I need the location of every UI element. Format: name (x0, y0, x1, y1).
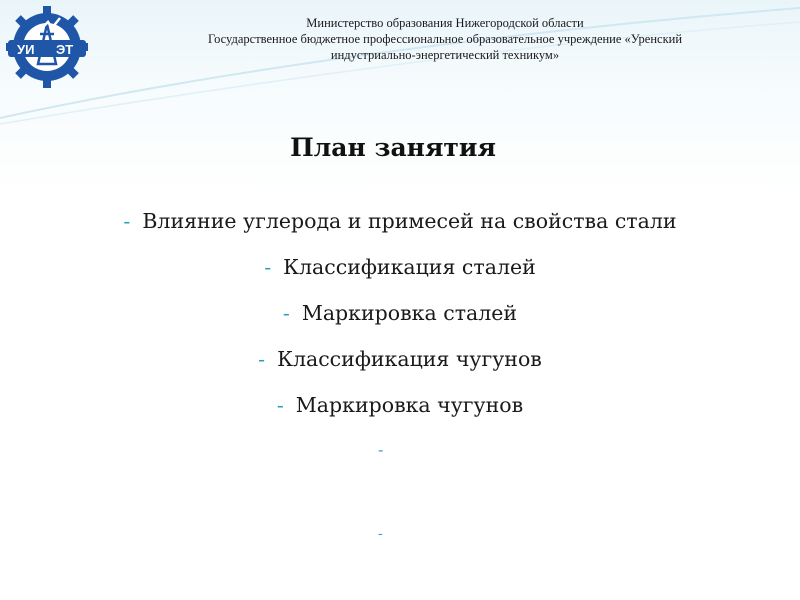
gear-logo-icon (4, 4, 90, 90)
ministry-line: Министерство образования Нижегородской области (306, 16, 584, 30)
list-item (0, 338, 800, 384)
bullet-dash: - (258, 347, 266, 371)
slide-title: План занятия (290, 133, 496, 162)
empty-bullet: - (378, 526, 383, 542)
bullet-dash: - (276, 393, 284, 417)
list-item (0, 200, 800, 246)
lesson-plan-list (0, 200, 800, 430)
list-item (0, 292, 800, 338)
list-item-text: Маркировка сталей (301, 301, 518, 325)
list-item-text: Классификация сталей (283, 255, 536, 279)
institution-line-1: Государственное бюджетное профессиональное образовательное учреждение «Уренский (207, 32, 683, 46)
list-item-text: Влияние углерода и примесей на свойства стали (142, 209, 677, 233)
institution-header (100, 15, 790, 63)
bullet-dash: - (264, 255, 272, 279)
logo (4, 4, 90, 90)
bullet-dash: - (123, 209, 131, 233)
bullet-dash: - (282, 301, 290, 325)
institution-line-2: индустриально-энергетический техникум» (330, 48, 560, 62)
svg-text:УИ: УИ (17, 42, 35, 57)
list-item-text: Классификация чугунов (277, 347, 542, 371)
list-item-text: Маркировка чугунов (295, 393, 524, 417)
empty-bullet: - (378, 440, 384, 459)
list-item (0, 384, 800, 430)
svg-text:ЭТ: ЭТ (56, 42, 74, 57)
list-item (0, 246, 800, 292)
